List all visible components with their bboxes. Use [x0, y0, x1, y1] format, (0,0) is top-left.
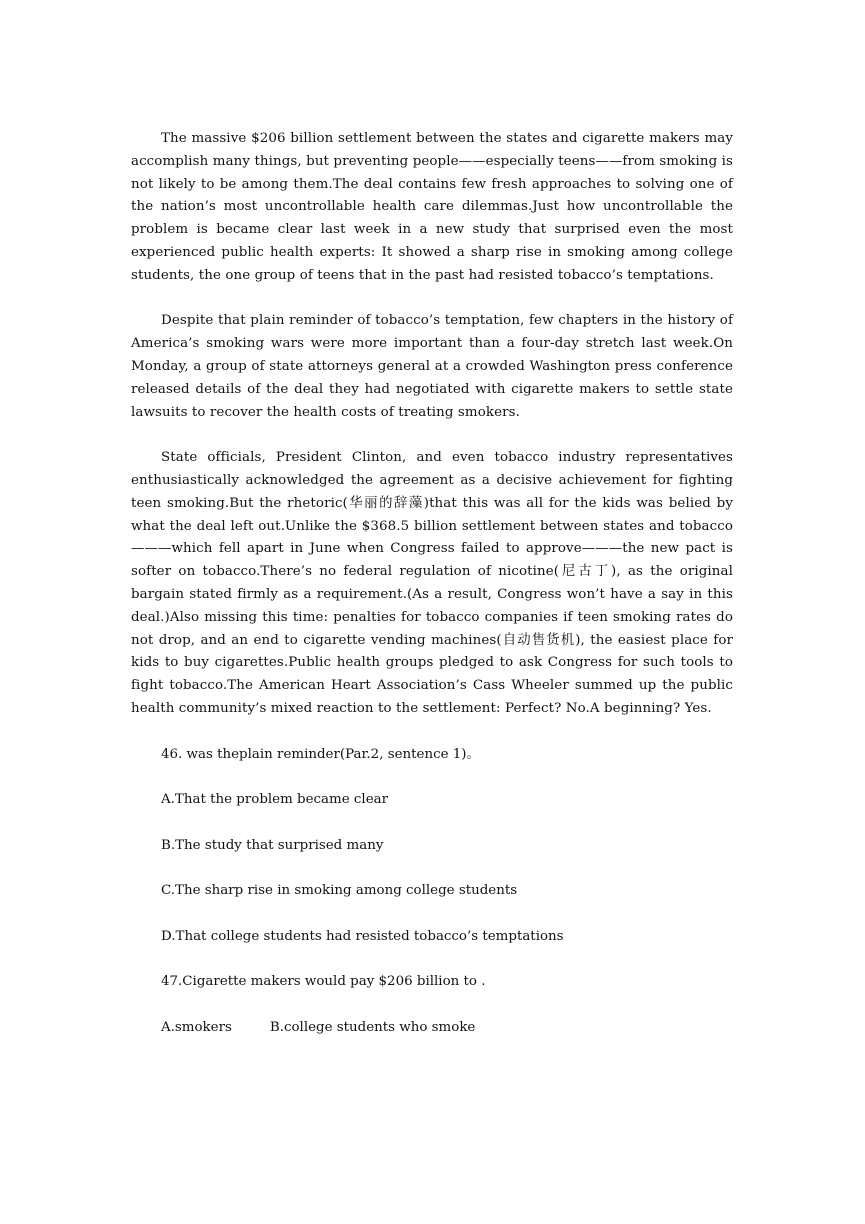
question-46 — [131, 744, 733, 949]
question-47-option-a: A.smokers — [161, 1020, 232, 1036]
question-47-options-row — [131, 1017, 733, 1040]
question-46-stem: 46. was theplain reminder(Par.2, sentence 1)。 — [161, 746, 480, 762]
question-47 — [131, 971, 733, 1039]
passage-paragraph-2: Despite that plain reminder of tobacco’s temptation, few chapters in the history of America’s smoking wars were more important than a four-day stretch last week.On Monday, a group of state attorneys general at a crowded Washington press conference released details of the deal they had negotiated with cigarette makers to settle state lawsuits to recover the health costs of treating smokers. — [131, 313, 733, 420]
question-47-option-b: B.college students who smoke — [269, 1020, 476, 1036]
passage-paragraph-1: The massive $206 billion settlement between the states and cigarette makers may accomplish many things, but preventing people——especially teens——from smoking is not likely to be among them.The deal contains few fresh approaches to solving one of the nation’s most uncontrollable health care dilemmas.Just how uncontrollable the problem is became clear last week in a new study that surprised even the most experienced public health experts: It showed a sharp rise in smoking among college students, the one group of teens that in the past had resisted tobacco’s temptations. — [131, 131, 733, 283]
document-page — [131, 128, 733, 1040]
question-46-option-b: B.The study that surprised many — [161, 837, 384, 853]
passage-paragraph-3: State officials, President Clinton, and even tobacco industry representatives enthusiastically acknowledged the agreement as a decisive achievement for fighting teen smoking.But the rhetoric(华丽的辞藻)that this was all for the kids was belied by what the deal left out.Unlike the $368.5 billion settlement between states and tobacco———which fell apart in June when Congress failed to approve———the new pact is softer on tobacco.There’s no federal regulation of nicotine(尼古丁), as the original bargain stated firmly as a requirement.(As a result, Congress won’t have a say in this deal.)Also missing this time: penalties for tobacco companies if teen smoking rates do not drop, and an end to cigarette vending machines(自动售货机), the easiest place for kids to buy cigarettes.Public health groups pledged to ask Congress for such tools to fight tobacco.The American Heart Association’s Cass Wheeler summed up the public health community’s mixed reaction to the settlement: Perfect? No.A beginning? Yes. — [131, 450, 733, 716]
question-46-option-d: D.That college students had resisted tobacco’s temptations — [161, 928, 564, 944]
question-46-option-c: C.The sharp rise in smoking among college students — [161, 883, 518, 899]
question-46-option-a: A.That the problem became clear — [161, 792, 389, 808]
question-47-stem: 47.Cigarette makers would pay $206 billion to . — [161, 974, 486, 990]
